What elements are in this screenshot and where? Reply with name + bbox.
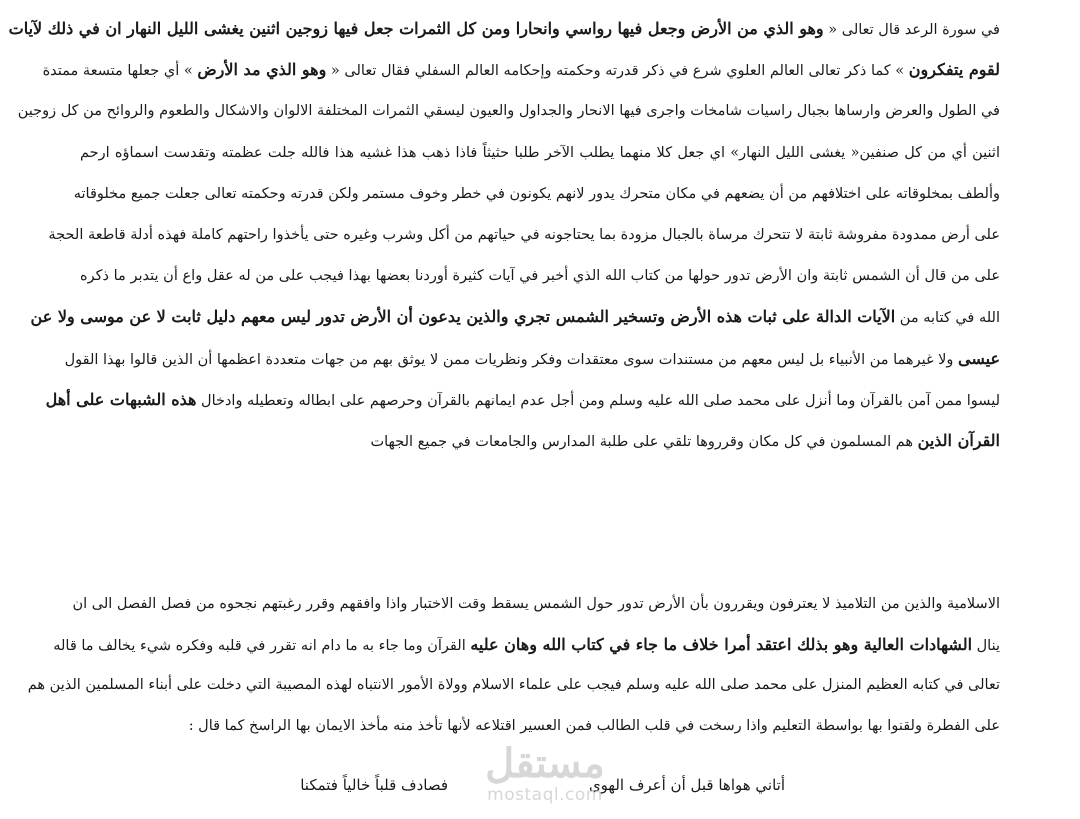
text-line — [72, 589, 1000, 619]
text-run: » أي جعلها متسعة ممتدة — [42, 63, 198, 80]
bold-text-run: وهو الذي من الأرض وجعل فيها رواسي وانحارا ومن كل الثمرات جعل فيها زوجين اثنين يغشى الليل النهار ان في ذلك لآيات — [8, 19, 824, 38]
text-run: وألطف بمخلوقاته على اختلافهم من أن يضعهم في مكان متحرك يدور لانهم يكونون في خطر وخوف مستمر ولكن قدرته وحكمته تعالى جعلت جميع مخلوقاته — [73, 185, 1000, 202]
text-run: الاسلامية والذين من التلاميذ لا يعترفون ويقررون بأن الأرض تدور حول الشمس يسقط وقت الاختبار واذا وافقهم وقرر رغبتهم نجحوه من فصل الفصل الى ان — [72, 596, 1000, 612]
text-run: تعالى في كتابه العظيم المنزل على محمد صلى الله عليه وسلم فيجب على علماء الاسلام وولاة الأمور الانتباه لهذه المصيبة التي دخلت على أبناء المسلمين الذين هم — [27, 677, 1000, 693]
text-line — [42, 55, 1000, 85]
text-run: » كما ذكر تعالى العالم العلوي شرع في ذكر قدرته وحكمته وإحكامه العالم السفلي فقال تعالى « — [326, 63, 909, 80]
bold-text-run: القرآن الذين — [917, 431, 1000, 450]
text-run: في الطول والعرض وارساها بجبال راسيات شامخات واجرى فيها الانحار والجداول والعيون ليسقي الثمرات المختلفة الالوان والاشكال والطعوم والروائح من كل زوجين — [17, 103, 1000, 120]
text-run: الله في كتابه من — [895, 310, 1000, 327]
text-line — [45, 385, 1000, 415]
text-line — [30, 302, 1000, 332]
bold-text-run: وهو الذي مد الأرض — [197, 60, 327, 80]
text-run: اثنين أي من كل صنفين« يغشى الليل النهار» اي جعل كلا منهما يطلب الآخر طلبا حثيثاً فاذا ذهب هذا غشيه هذا فالله جلت عظمته وتقدست اسماؤه ارحم — [80, 144, 1000, 161]
text-line — [80, 711, 1000, 741]
text-line — [80, 426, 1000, 456]
text-run: على أرض ممدودة مفروشة ثابتة لا تتحرك مرساة بالجبال مزودة بما يحتاجونه في حياتهم من أكل وشرب وغيره حتى يأخذوا راحتهم كاملة فهذه أدلة قاطعة الحجة — [48, 227, 1000, 243]
text-run: في سورة الرعد قال تعالى « — [823, 22, 1000, 38]
bold-text-run: هذه الشبهات على أهل — [45, 389, 197, 409]
text-line — [17, 96, 1000, 126]
watermark-latin-text: mostaql.com — [487, 785, 603, 805]
poem-first-hemistich: أتاني هواها قبل أن أعرف الهوى — [588, 776, 785, 794]
text-run: ولا غيرهما من الأنبياء بل ليس معهم من مستندات سوى معتقدات وفكر ونظريات ممن لا يوثق بهم من جهات متعددة اعظمها أن الذين قالوا بهذا القول — [64, 351, 959, 368]
text-run: على من قال أن الشمس ثابتة وان الأرض تدور حولها من كتاب الله الذي أخبر في آيات كثيرة أوردنا بعضها بهذا فيجب على من له عقل واع أن يتدبر ما ذكره — [80, 268, 1000, 285]
text-run: هم المسلمون في كل مكان وقرروها تلقي على طلبة المدارس والجامعات في جميع الجهات — [370, 434, 918, 450]
bold-text-run: لقوم يتفكرون — [908, 60, 1000, 80]
text-run: ليسوا ممن آمن بالقرآن وما أنزل على محمد صلى الله عليه وسلم ومن أجل عدم ايمانهم بالقرآن وحرصهم على ابطاله وتعطيله وادخال — [196, 392, 1000, 409]
text-line — [80, 261, 1000, 291]
text-run: على الفطرة ولقنوا بها بواسطة التعليم واذا رسخت في قلب الطالب فمن العسير اقتلاعه لأنها تأخذ منه مأخذ الايمان بها الراسخ كما قال : — [188, 717, 1000, 734]
poem-second-hemistich: فصادف قلباً خالياً فتمكنا — [300, 776, 448, 794]
watermark-arabic-text: مستقل — [485, 740, 605, 787]
text-line — [64, 344, 1000, 374]
text-line — [48, 220, 1000, 250]
bold-text-run: الآيات الدالة على ثبات هذه الأرض وتسخير الشمس تجري والذين يدعون أن الأرض تدور ليس معهم دليل ثابت لا عن موسى ولا عن — [30, 307, 896, 327]
bold-text-run: الشهادات العالية وهو بذلك اعتقد أمرا خلاف ما جاء في كتاب الله وهان عليه — [470, 634, 973, 654]
bold-text-run: عيسى — [958, 348, 1000, 368]
text-line — [80, 138, 1000, 168]
text-line — [8, 14, 1000, 44]
text-run: القرآن وما جاء به ما دام انه تقرر في قلبه وفكره شيء يخالف ما قاله — [53, 637, 471, 654]
text-line — [27, 670, 1000, 700]
text-line — [53, 630, 1000, 660]
text-run: ينال — [972, 637, 1000, 654]
text-line — [73, 179, 1000, 209]
